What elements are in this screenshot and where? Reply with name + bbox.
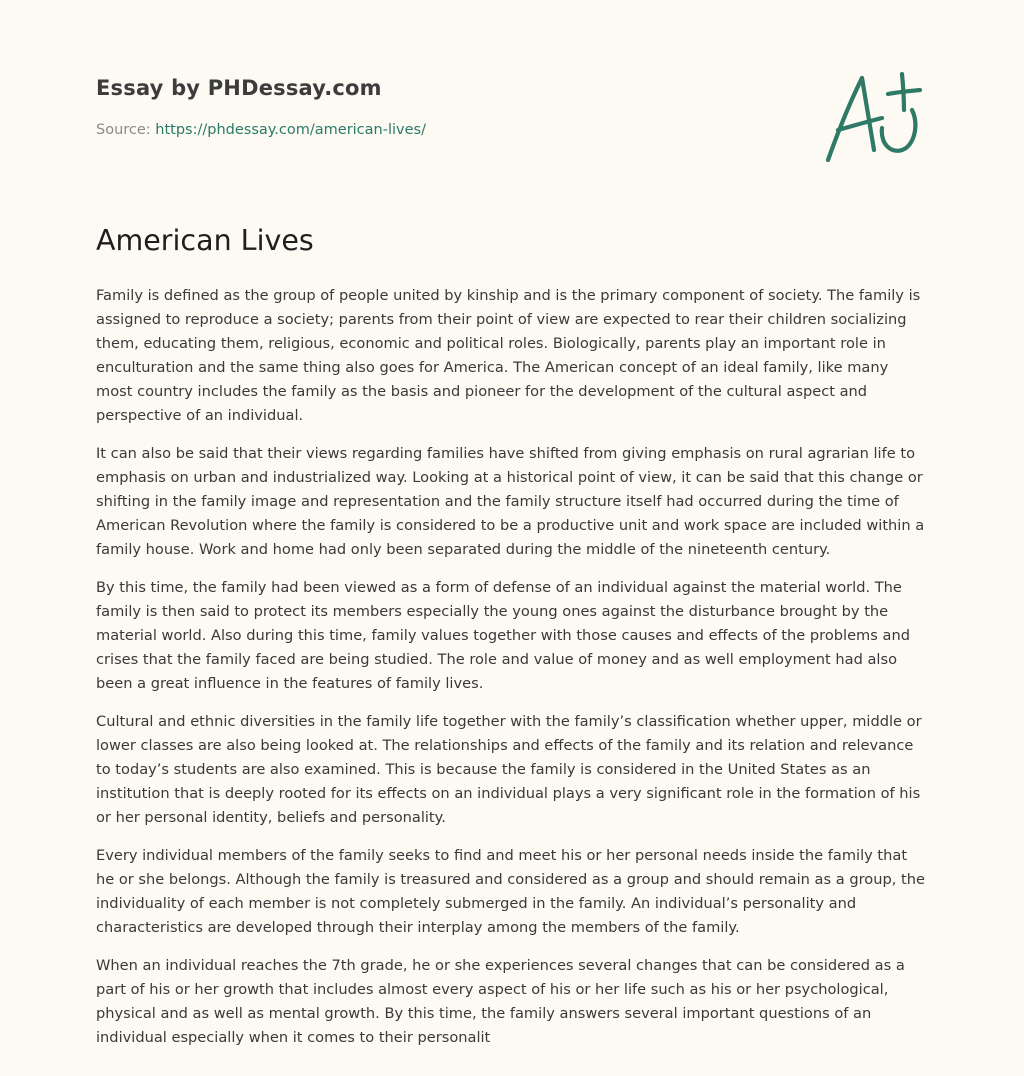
essay-paragraph: It can also be said that their views regarding families have shifted from giving emphasis on rural agrarian life to emphasis on urban and industrialized way. Looking at a historical point of view, it can be said that this change or shifting in the family image and representation and the family structure itself had occurred during the time of American Revolution where the family is considered to be a productive unit and work space are included within a family house. Work and home had only been separated during the middle of the nineteenth century. — [96, 445, 925, 558]
a-plus-grade-logo-icon — [818, 66, 930, 166]
essay-paragraph: Every individual members of the family seeks to find and meet his or her personal needs inside the family that he or she belongs. Although the family is treasured and considered as a group and should remain as a group, the individuality of each member is not completely submerged in the family. An individual’s personality and characteristics are developed through their interplay among the members of the family. — [96, 847, 925, 936]
essay-paragraph: Family is defined as the group of people united by kinship and is the primary component of society. The family is assigned to reproduce a society; parents from their point of view are expected to rear their children socializing them, educating them, religious, economic and political roles. Biologically, parents play an important role in enculturation and the same thing also goes for America. The American concept of an ideal family, like many most country includes the family as the basis and pioneer for the development of the cultural aspect and perspective of an individual. — [96, 287, 921, 424]
source-line — [96, 122, 696, 138]
site-title: Essay by PHDessay.com — [96, 76, 382, 100]
essay-body — [96, 284, 929, 1064]
essay-title: American Lives — [96, 224, 314, 257]
essay-paragraph: Cultural and ethnic diversities in the family life together with the family’s classification whether upper, middle or lower classes are also being looked at. The relationships and effects of the family and its relation and relevance to today’s students are also examined. This is because the family is considered in the United States as an institution that is deeply rooted for its effects on an individual plays a very significant role in the formation of his or her personal identity, beliefs and personality. — [96, 713, 922, 826]
source-label: Source: — [96, 122, 151, 138]
source-link[interactable]: https://phdessay.com/american-lives/ — [155, 122, 426, 138]
essay-paragraph: By this time, the family had been viewed as a form of defense of an individual against the material world. The family is then said to protect its members especially the young ones against the disturbance brought by the material world. Also during this time, family values together with those causes and effects of the problems and crises that the family faced are being studied. The role and value of money and as well employment had also been a great influence in the features of family lives. — [96, 579, 910, 692]
page-header — [96, 76, 696, 138]
essay-paragraph: When an individual reaches the 7th grade, he or she experiences several changes that can be considered as a part of his or her growth that includes almost every aspect of his or her life such as his or her psychological, physical and as well as mental growth. By this time, the family answers several important questions of an individual especially when it comes to their personalit — [96, 957, 905, 1046]
